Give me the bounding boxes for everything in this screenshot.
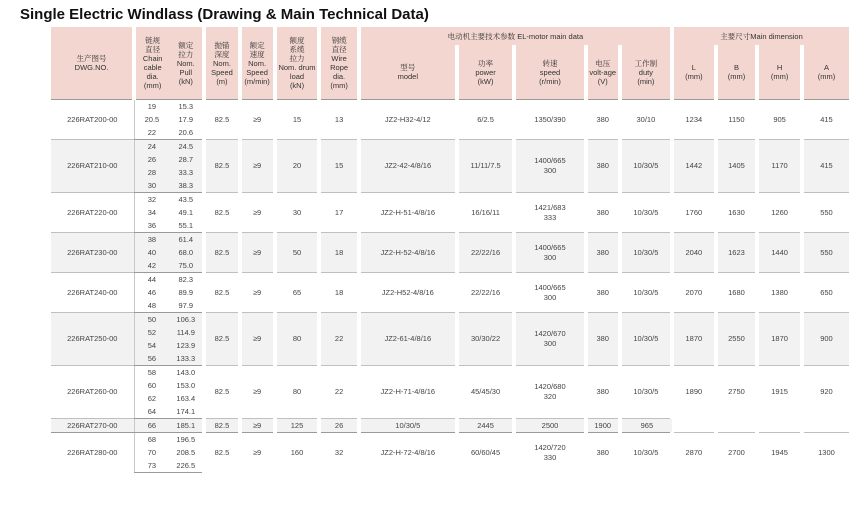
table-row-group xyxy=(51,433,849,473)
wire-rope-cell: 17 xyxy=(319,193,358,233)
dim-b-cell: 2750 xyxy=(716,366,758,419)
header-line: 型号 xyxy=(400,63,416,72)
chain-dia-cell: 58 xyxy=(134,366,169,380)
header-line: Speed xyxy=(211,67,233,77)
header-line: 额定 xyxy=(178,40,194,50)
table-row xyxy=(51,193,849,207)
dim-h-cell: 1915 xyxy=(757,366,802,419)
nom-pull-cell: 174.1 xyxy=(169,405,204,419)
header-line: (min) xyxy=(637,76,655,86)
dim-l-cell: 1760 xyxy=(672,193,716,233)
page-title: Single Electric Windlass (Drawing & Main Technical Data) xyxy=(20,6,429,23)
drum-load-cell: 50 xyxy=(275,233,320,273)
nom-pull-cell: 163.4 xyxy=(169,392,204,405)
dim-h-cell: 1945 xyxy=(757,433,802,473)
chain-dia-cell: 34 xyxy=(134,206,169,219)
header-line: dia. xyxy=(146,72,159,81)
header-line: 速度 xyxy=(249,49,265,59)
anchor-depth-cell: 82.5 xyxy=(204,366,239,419)
nom-pull-cell: 24.5 xyxy=(169,140,204,154)
drum-load-cell: 65 xyxy=(275,273,320,313)
nom-pull-cell: 20.6 xyxy=(169,126,204,140)
motor-model-cell: JZ2-H-71-4/8/16 xyxy=(359,366,457,419)
dim-l-cell: 1890 xyxy=(672,366,716,419)
header-line: (kN) xyxy=(289,81,305,90)
anchor-depth-cell: 82.5 xyxy=(204,273,239,313)
dim-a-cell: 1300 xyxy=(802,433,849,473)
table-row xyxy=(51,273,849,287)
header-motor-voltage xyxy=(586,45,620,100)
chain-dia-cell: 68 xyxy=(134,433,169,447)
header-nom-speed xyxy=(240,27,275,100)
windlass-spec-table xyxy=(51,27,849,473)
header-line: 工作制 xyxy=(634,58,658,68)
motor-voltage-cell: 380 xyxy=(586,313,620,366)
motor-voltage-cell: 380 xyxy=(586,193,620,233)
wire-rope-cell: 18 xyxy=(319,233,358,273)
nom-pull-cell: 43.5 xyxy=(169,193,204,207)
motor-power-cell: 30/30/22 xyxy=(457,313,515,366)
motor-voltage-cell: 380 xyxy=(586,140,620,193)
anchor-depth-cell: 82.5 xyxy=(204,140,239,193)
dwg-no-cell: 226RAT250-00 xyxy=(51,313,134,366)
table-row xyxy=(51,233,849,247)
motor-power-cell: 22/22/16 xyxy=(457,233,515,273)
table-row xyxy=(51,366,849,380)
wire-rope-cell: 22 xyxy=(319,313,358,366)
drum-load-cell: 125 xyxy=(275,419,320,433)
motor-model-cell: JZ2-H-51-4/8/16 xyxy=(359,193,457,233)
nom-pull-cell: 38.3 xyxy=(169,179,204,193)
header-line: Nom. xyxy=(248,58,267,68)
header-line: 直径 xyxy=(331,45,347,54)
header-line: (r/min) xyxy=(539,76,561,86)
nom-speed-cell: ≥9 xyxy=(240,140,275,193)
dim-l-cell: 1870 xyxy=(672,313,716,366)
header-line: (mm) xyxy=(727,72,746,81)
header-motor-power xyxy=(457,45,515,100)
dim-a-cell: 415 xyxy=(802,100,849,140)
header-line: Wire xyxy=(331,54,347,63)
dwg-no-cell: 226RAT270-00 xyxy=(51,419,134,433)
nom-pull-cell: 68.0 xyxy=(169,246,204,259)
header-chain-dia xyxy=(134,27,169,100)
chain-dia-cell: 50 xyxy=(134,313,169,327)
anchor-depth-cell: 82.5 xyxy=(204,433,239,473)
header-line: (mm) xyxy=(143,81,162,90)
wire-rope-cell: 22 xyxy=(319,366,358,419)
anchor-depth-cell: 82.5 xyxy=(204,193,239,233)
table-row-group xyxy=(51,366,849,419)
motor-duty-cell: 10/30/5 xyxy=(620,433,672,473)
nom-speed-cell: ≥9 xyxy=(240,419,275,433)
table-row-group xyxy=(51,313,849,366)
nom-speed-cell: ≥9 xyxy=(240,100,275,140)
table-row xyxy=(51,433,849,447)
header-line: 转速 xyxy=(542,58,558,68)
chain-dia-cell: 46 xyxy=(134,286,169,299)
nom-pull-cell: 196.5 xyxy=(169,433,204,447)
table-row-group xyxy=(51,419,849,433)
header-line: dia. xyxy=(333,72,346,81)
header-line: (kN) xyxy=(178,76,193,86)
header-line: power xyxy=(475,67,496,77)
anchor-depth-cell: 82.5 xyxy=(204,419,239,433)
motor-power-cell: 16/16/11 xyxy=(457,193,515,233)
dim-b-cell: 2500 xyxy=(514,419,585,433)
dim-h-cell: 1900 xyxy=(586,419,620,433)
header-anchor-depth xyxy=(204,27,239,100)
chain-dia-cell: 19 xyxy=(134,100,169,114)
dim-b-cell: 1150 xyxy=(716,100,758,140)
nom-pull-cell: 89.9 xyxy=(169,286,204,299)
header-line: 拉力 xyxy=(178,49,194,59)
nom-pull-cell: 28.7 xyxy=(169,153,204,166)
dwg-no-cell: 226RAT210-00 xyxy=(51,140,134,193)
motor-duty-cell: 10/30/5 xyxy=(359,419,457,433)
header-dwg-no xyxy=(51,27,134,100)
wire-rope-cell: 18 xyxy=(319,273,358,313)
header-nom-pull xyxy=(169,27,204,100)
dim-l-cell: 1234 xyxy=(672,100,716,140)
dim-b-cell: 2700 xyxy=(716,433,758,473)
nom-speed-cell: ≥9 xyxy=(240,366,275,419)
motor-voltage-cell: 380 xyxy=(586,233,620,273)
header-dimension-group: 主要尺寸Main dimension xyxy=(672,27,849,45)
dim-h-cell: 905 xyxy=(757,100,802,140)
dim-h-cell: 1440 xyxy=(757,233,802,273)
motor-power-cell: 11/11/7.5 xyxy=(457,140,515,193)
motor-duty-cell: 10/30/5 xyxy=(620,273,672,313)
motor-power-cell: 6/2.5 xyxy=(457,100,515,140)
nom-pull-cell: 82.3 xyxy=(169,273,204,287)
header-line: (mm) xyxy=(330,81,348,90)
dwg-no-cell: 226RAT260-00 xyxy=(51,366,134,419)
wire-rope-cell: 13 xyxy=(319,100,358,140)
chain-dia-cell: 42 xyxy=(134,259,169,273)
header-line: duty xyxy=(638,67,653,77)
dim-a-cell: 900 xyxy=(802,313,849,366)
motor-duty-cell: 10/30/5 xyxy=(620,140,672,193)
header-dim-b xyxy=(716,45,758,100)
chain-dia-cell: 54 xyxy=(134,339,169,352)
table-row-group xyxy=(51,193,849,233)
nom-pull-cell: 17.9 xyxy=(169,113,204,126)
nom-speed-cell: ≥9 xyxy=(240,433,275,473)
anchor-depth-cell: 82.5 xyxy=(204,100,239,140)
table-row-group xyxy=(51,273,849,313)
header-line: Speed xyxy=(246,67,268,77)
header-line: cable xyxy=(143,63,162,72)
drum-load-cell: 15 xyxy=(275,100,320,140)
motor-speed-cell: 1420/720 330 xyxy=(514,433,585,473)
drum-load-cell: 160 xyxy=(275,433,320,473)
motor-duty-cell: 30/10 xyxy=(620,100,672,140)
table-row xyxy=(51,140,849,154)
nom-pull-cell: 208.5 xyxy=(169,446,204,459)
chain-dia-cell: 26 xyxy=(134,153,169,166)
dim-a-cell: 550 xyxy=(802,193,849,233)
motor-model-cell: JZ2-42-4/8/16 xyxy=(359,140,457,193)
chain-dia-cell: 40 xyxy=(134,246,169,259)
header-dim-h xyxy=(757,45,802,100)
chain-dia-cell: 22 xyxy=(134,126,169,140)
dwg-no-cell: 226RAT230-00 xyxy=(51,233,134,273)
header-line: Pull xyxy=(179,67,193,77)
nom-pull-cell: 153.0 xyxy=(169,379,204,392)
header-line: Chain xyxy=(142,54,163,63)
dwg-no-cell: 226RAT200-00 xyxy=(51,100,134,140)
table-row xyxy=(51,419,849,433)
header-line: model xyxy=(397,72,419,81)
header-line: (mm) xyxy=(817,72,836,81)
chain-dia-cell: 30 xyxy=(134,179,169,193)
header-line: volt-age xyxy=(589,67,617,77)
motor-duty-cell: 10/30/5 xyxy=(620,366,672,419)
nom-pull-cell: 133.3 xyxy=(169,352,204,366)
dim-l-cell: 2070 xyxy=(672,273,716,313)
header-line: (m) xyxy=(216,76,228,86)
nom-speed-cell: ≥9 xyxy=(240,233,275,273)
header-drum-load xyxy=(275,27,320,100)
header-line: 直径 xyxy=(145,45,161,54)
motor-speed-cell: 1400/665 300 xyxy=(514,140,585,193)
header-line: DWG.NO. xyxy=(74,63,109,72)
header-line: (m/min) xyxy=(244,76,270,86)
motor-speed-cell: 1400/665 300 xyxy=(514,233,585,273)
motor-model-cell: JZ2-H-52-4/8/16 xyxy=(359,233,457,273)
header-line: speed xyxy=(539,67,561,77)
chain-dia-cell: 52 xyxy=(134,326,169,339)
motor-speed-cell: 1421/683 333 xyxy=(514,193,585,233)
dim-b-cell: 1680 xyxy=(716,273,758,313)
motor-model-cell: JZ2-61-4/8/16 xyxy=(359,313,457,366)
nom-pull-cell: 33.3 xyxy=(169,166,204,179)
table-row xyxy=(51,313,849,327)
header-line: Nom. xyxy=(176,58,195,68)
header-motor-group: 电动机主要技术参数 EL-motor main data xyxy=(359,27,672,45)
motor-duty-cell: 10/30/5 xyxy=(620,233,672,273)
chain-dia-cell: 70 xyxy=(134,446,169,459)
header-dim-l xyxy=(672,45,716,100)
header-line: 钢缆 xyxy=(331,36,347,45)
dim-h-cell: 1260 xyxy=(757,193,802,233)
chain-dia-cell: 56 xyxy=(134,352,169,366)
header-line: Nom. drum xyxy=(278,63,316,72)
dim-a-cell: 920 xyxy=(802,366,849,419)
drum-load-cell: 80 xyxy=(275,313,320,366)
wire-rope-cell: 15 xyxy=(319,140,358,193)
dim-b-cell: 1405 xyxy=(716,140,758,193)
drum-load-cell: 80 xyxy=(275,366,320,419)
motor-model-cell: JZ2-H32-4/12 xyxy=(359,100,457,140)
motor-power-cell: 45/45/30 xyxy=(457,366,515,419)
drum-load-cell: 20 xyxy=(275,140,320,193)
motor-voltage-cell: 380 xyxy=(586,433,620,473)
motor-power-cell: 22/22/16 xyxy=(457,273,515,313)
dim-h-cell: 1870 xyxy=(757,313,802,366)
motor-duty-cell: 10/30/5 xyxy=(620,313,672,366)
header-line: B xyxy=(733,63,739,72)
wire-rope-cell: 26 xyxy=(319,419,358,433)
motor-model-cell: JZ2-H-72-4/8/16 xyxy=(359,433,457,473)
nom-pull-cell: 97.9 xyxy=(169,299,204,313)
nom-speed-cell: ≥9 xyxy=(240,193,275,233)
motor-speed-cell: 1400/665 300 xyxy=(514,273,585,313)
wire-rope-cell: 32 xyxy=(319,433,358,473)
dim-b-cell: 2550 xyxy=(716,313,758,366)
header-motor-speed xyxy=(514,45,585,100)
anchor-depth-cell: 82.5 xyxy=(204,233,239,273)
dwg-no-cell: 226RAT220-00 xyxy=(51,193,134,233)
drum-load-cell: 30 xyxy=(275,193,320,233)
dim-l-cell: 2870 xyxy=(672,433,716,473)
header-line: 额定 xyxy=(249,40,265,50)
nom-speed-cell: ≥9 xyxy=(240,273,275,313)
nom-pull-cell: 143.0 xyxy=(169,366,204,380)
nom-pull-cell: 114.9 xyxy=(169,326,204,339)
header-motor-duty xyxy=(620,45,672,100)
nom-pull-cell: 226.5 xyxy=(169,459,204,473)
table-row xyxy=(51,100,849,114)
table-row-group xyxy=(51,233,849,273)
header-line: 生产图号 xyxy=(76,54,107,63)
dim-a-cell: 550 xyxy=(802,233,849,273)
motor-voltage-cell: 380 xyxy=(586,366,620,419)
motor-voltage-cell: 380 xyxy=(586,273,620,313)
header-line: 链规 xyxy=(145,36,161,45)
nom-pull-cell: 123.9 xyxy=(169,339,204,352)
motor-speed-cell: 1420/680 320 xyxy=(514,366,585,419)
dim-l-cell: 1442 xyxy=(672,140,716,193)
chain-dia-cell: 28 xyxy=(134,166,169,179)
motor-speed-cell: 1350/390 xyxy=(514,100,585,140)
header-line: A xyxy=(823,63,829,72)
header-dim-a xyxy=(802,45,849,100)
header-line: load xyxy=(289,72,305,81)
chain-dia-cell: 60 xyxy=(134,379,169,392)
dim-l-cell: 2445 xyxy=(457,419,515,433)
nom-speed-cell: ≥9 xyxy=(240,313,275,366)
anchor-depth-cell: 82.5 xyxy=(204,313,239,366)
chain-dia-cell: 64 xyxy=(134,405,169,419)
header-motor-model xyxy=(359,45,457,100)
header-line: 功率 xyxy=(478,58,494,68)
table-row-group xyxy=(51,100,849,140)
nom-pull-cell: 106.3 xyxy=(169,313,204,327)
nom-pull-cell: 49.1 xyxy=(169,206,204,219)
chain-dia-cell: 38 xyxy=(134,233,169,247)
header-line: (kW) xyxy=(477,76,494,86)
header-line: 抛锚 xyxy=(214,40,230,50)
table-row-group xyxy=(51,140,849,193)
nom-pull-cell: 185.1 xyxy=(169,419,204,433)
dim-a-cell: 965 xyxy=(620,419,672,433)
motor-speed-cell: 1420/670 300 xyxy=(514,313,585,366)
dim-h-cell: 1170 xyxy=(757,140,802,193)
header-line: Nom. xyxy=(212,58,231,68)
dim-l-cell: 2040 xyxy=(672,233,716,273)
header-line: 额度 xyxy=(289,36,305,45)
chain-dia-cell: 66 xyxy=(134,419,169,433)
chain-dia-cell: 24 xyxy=(134,140,169,154)
dwg-no-cell: 226RAT280-00 xyxy=(51,433,134,473)
chain-dia-cell: 20.5 xyxy=(134,113,169,126)
motor-power-cell: 60/60/45 xyxy=(457,433,515,473)
chain-dia-cell: 48 xyxy=(134,299,169,313)
chain-dia-cell: 32 xyxy=(134,193,169,207)
header-line: L xyxy=(691,63,696,72)
dim-a-cell: 415 xyxy=(802,140,849,193)
nom-pull-cell: 75.0 xyxy=(169,259,204,273)
chain-dia-cell: 73 xyxy=(134,459,169,473)
header-line: 系缆 xyxy=(289,45,305,54)
nom-pull-cell: 55.1 xyxy=(169,219,204,233)
header-line: Rope xyxy=(330,63,349,72)
header-line: 电压 xyxy=(595,58,611,68)
motor-model-cell: JZ2-H52-4/8/16 xyxy=(359,273,457,313)
chain-dia-cell: 44 xyxy=(134,273,169,287)
dwg-no-cell: 226RAT240-00 xyxy=(51,273,134,313)
header-line: 深度 xyxy=(214,49,230,59)
motor-voltage-cell: 380 xyxy=(586,100,620,140)
nom-pull-cell: 61.4 xyxy=(169,233,204,247)
header-line: (V) xyxy=(597,76,608,86)
chain-dia-cell: 36 xyxy=(134,219,169,233)
header-line: H xyxy=(776,63,783,72)
chain-dia-cell: 62 xyxy=(134,392,169,405)
header-line: 拉力 xyxy=(289,54,305,63)
header-line: (mm) xyxy=(685,72,703,81)
dim-b-cell: 1630 xyxy=(716,193,758,233)
motor-duty-cell: 10/30/5 xyxy=(620,193,672,233)
header-wire-rope-dia xyxy=(319,27,358,100)
dim-h-cell: 1380 xyxy=(757,273,802,313)
dim-a-cell: 650 xyxy=(802,273,849,313)
header-line: (mm) xyxy=(770,72,789,81)
dim-b-cell: 1623 xyxy=(716,233,758,273)
nom-pull-cell: 15.3 xyxy=(169,100,204,114)
